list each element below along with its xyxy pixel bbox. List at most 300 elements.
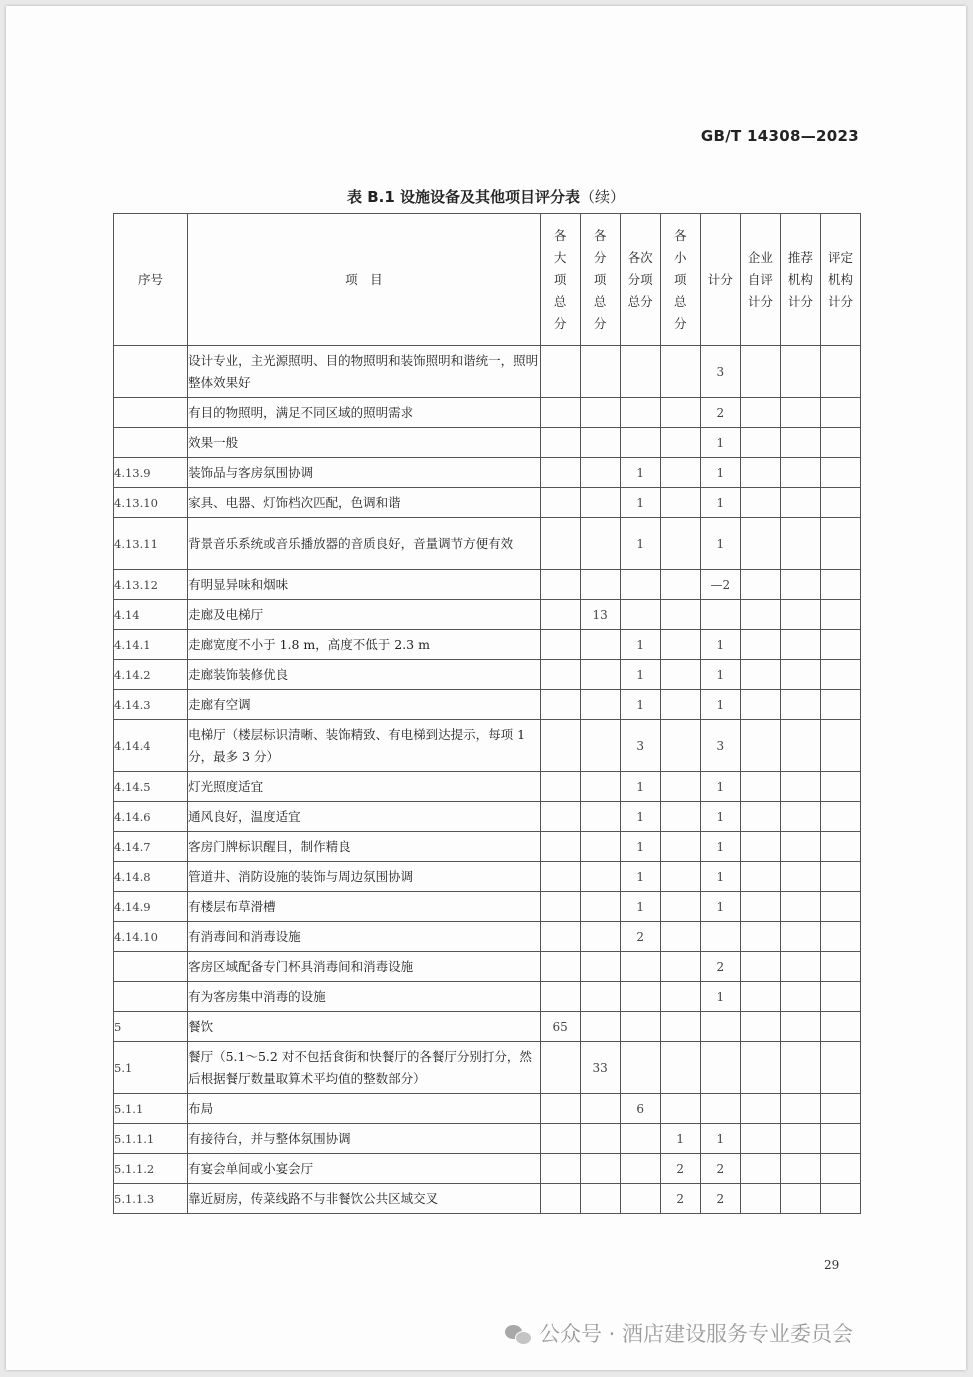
header-line: 各 (553, 227, 567, 243)
row-small-total (660, 952, 700, 982)
row-item: 灯光照度适宜 (188, 772, 540, 802)
row-assess-score (820, 488, 860, 518)
header-line: 机构 (827, 271, 853, 287)
row-self-score (740, 518, 780, 570)
header-line: 分项 (627, 271, 653, 287)
row-major-total (540, 630, 580, 660)
table-row (114, 690, 861, 720)
row-small-total (660, 428, 700, 458)
row-item: 电梯厅（楼层标识清晰、装饰精致、有电梯到达提示，每项 1 分，最多 3 分） (188, 720, 540, 772)
row-assess-score (820, 570, 860, 600)
row-assess-score (820, 832, 860, 862)
row-minor-total: 1 (620, 630, 660, 660)
row-assess-score (820, 1012, 860, 1042)
header-line: 项 (593, 271, 607, 287)
header-score: 计分 (700, 214, 740, 346)
row-sub-total (580, 428, 620, 458)
row-score: 2 (700, 1154, 740, 1184)
row-self-score (740, 982, 780, 1012)
row-small-total: 2 (660, 1154, 700, 1184)
row-small-total (660, 832, 700, 862)
row-seq: 4.14.8 (114, 862, 188, 892)
table-row (114, 862, 861, 892)
row-item: 有消毒间和消毒设施 (188, 922, 540, 952)
row-seq (114, 952, 188, 982)
row-score: 3 (700, 346, 740, 398)
row-small-total (660, 458, 700, 488)
table-row (114, 600, 861, 630)
row-assess-score (820, 660, 860, 690)
row-recommend-score (780, 630, 820, 660)
row-recommend-score (780, 1042, 820, 1094)
row-item: 通风良好，温度适宜 (188, 802, 540, 832)
table-row (114, 458, 861, 488)
row-self-score (740, 690, 780, 720)
row-seq: 4.13.12 (114, 570, 188, 600)
row-major-total (540, 1184, 580, 1214)
row-score: 1 (700, 832, 740, 862)
row-seq: 4.14.1 (114, 630, 188, 660)
row-item: 家具、电器、灯饰档次匹配，色调和谐 (188, 488, 540, 518)
row-self-score (740, 660, 780, 690)
row-self-score (740, 630, 780, 660)
row-small-total (660, 862, 700, 892)
table-row (114, 1012, 861, 1042)
row-assess-score (820, 1094, 860, 1124)
row-seq: 4.14.5 (114, 772, 188, 802)
table-row (114, 488, 861, 518)
header-line: 企业 (747, 249, 773, 265)
table-row (114, 1184, 861, 1214)
row-recommend-score (780, 600, 820, 630)
header-line: 计分 (787, 293, 813, 309)
wechat-icon (505, 1323, 531, 1345)
row-small-total (660, 720, 700, 772)
row-score: 1 (700, 518, 740, 570)
row-recommend-score (780, 720, 820, 772)
row-assess-score (820, 952, 860, 982)
row-sub-total (580, 488, 620, 518)
row-self-score (740, 892, 780, 922)
row-minor-total: 6 (620, 1094, 660, 1124)
table-row (114, 1094, 861, 1124)
row-assess-score (820, 772, 860, 802)
row-sub-total: 13 (580, 600, 620, 630)
header-line: 总 (593, 293, 607, 309)
row-major-total (540, 862, 580, 892)
header-line: 评定 (827, 249, 853, 265)
row-sub-total (580, 1094, 620, 1124)
row-item: 客房门牌标识醒目，制作精良 (188, 832, 540, 862)
row-seq: 5.1 (114, 1042, 188, 1094)
row-major-total (540, 660, 580, 690)
row-recommend-score (780, 428, 820, 458)
row-small-total (660, 600, 700, 630)
row-self-score (740, 428, 780, 458)
row-sub-total (580, 660, 620, 690)
row-score: 1 (700, 1124, 740, 1154)
row-minor-total (620, 1124, 660, 1154)
row-item: 有接待台，并与整体氛围协调 (188, 1124, 540, 1154)
row-minor-total: 1 (620, 488, 660, 518)
row-seq (114, 346, 188, 398)
table-row (114, 952, 861, 982)
row-major-total (540, 1154, 580, 1184)
row-sub-total (580, 570, 620, 600)
row-item: 管道井、消防设施的装饰与周边氛围协调 (188, 862, 540, 892)
row-small-total (660, 488, 700, 518)
table-row (114, 772, 861, 802)
row-score: 1 (700, 428, 740, 458)
table-row (114, 1154, 861, 1184)
header-line: 项 (553, 271, 567, 287)
row-sub-total (580, 1154, 620, 1184)
row-score: 1 (700, 458, 740, 488)
header-line: 各 (593, 227, 607, 243)
row-sub-total (580, 1184, 620, 1214)
row-score: 1 (700, 630, 740, 660)
row-minor-total: 1 (620, 772, 660, 802)
table-row (114, 1042, 861, 1094)
table-row (114, 720, 861, 772)
header-line: 总 (673, 293, 687, 309)
row-self-score (740, 1042, 780, 1094)
table-title-main: 表 B.1 设施设备及其他项目评分表 (346, 188, 580, 206)
row-assess-score (820, 518, 860, 570)
row-minor-total (620, 346, 660, 398)
row-score (700, 922, 740, 952)
row-minor-total (620, 1012, 660, 1042)
row-self-score (740, 1012, 780, 1042)
row-minor-total (620, 428, 660, 458)
row-major-total (540, 720, 580, 772)
row-small-total: 2 (660, 1184, 700, 1214)
row-minor-total: 1 (620, 892, 660, 922)
row-sub-total (580, 982, 620, 1012)
row-self-score (740, 1154, 780, 1184)
row-item: 有楼层布草滑槽 (188, 892, 540, 922)
header-line: 大 (553, 249, 567, 265)
row-minor-total (620, 982, 660, 1012)
row-sub-total (580, 630, 620, 660)
row-minor-total: 1 (620, 862, 660, 892)
header-line: 分 (673, 315, 687, 331)
row-sub-total (580, 772, 620, 802)
row-recommend-score (780, 952, 820, 982)
row-seq: 5.1.1.2 (114, 1154, 188, 1184)
table-row (114, 982, 861, 1012)
row-minor-total: 1 (620, 518, 660, 570)
row-minor-total (620, 398, 660, 428)
row-seq: 4.13.11 (114, 518, 188, 570)
row-assess-score (820, 802, 860, 832)
page-number: 29 (824, 1258, 840, 1272)
table-title-continued: （续） (580, 188, 626, 206)
watermark-text: 公众号 · 酒店建设服务专业委员会 (539, 1322, 854, 1346)
row-sub-total (580, 802, 620, 832)
row-recommend-score (780, 660, 820, 690)
row-seq: 4.13.9 (114, 458, 188, 488)
row-item: 效果一般 (188, 428, 540, 458)
row-score (700, 600, 740, 630)
row-item: 走廊及电梯厅 (188, 600, 540, 630)
table-row (114, 922, 861, 952)
row-major-total: 65 (540, 1012, 580, 1042)
header-line: 分 (593, 315, 607, 331)
row-small-total (660, 630, 700, 660)
table-row (114, 518, 861, 570)
row-sub-total (580, 346, 620, 398)
row-recommend-score (780, 398, 820, 428)
row-item: 靠近厨房，传菜线路不与非餐饮公共区域交叉 (188, 1184, 540, 1214)
row-item: 设计专业，主光源照明、目的物照明和装饰照明和谐统一，照明整体效果好 (188, 346, 540, 398)
row-seq: 4.14.6 (114, 802, 188, 832)
row-seq: 4.14.7 (114, 832, 188, 862)
row-sub-total (580, 398, 620, 428)
row-sub-total (580, 892, 620, 922)
row-minor-total (620, 570, 660, 600)
watermark (505, 1318, 853, 1348)
row-item: 有宴会单间或小宴会厅 (188, 1154, 540, 1184)
header-small-total (660, 214, 700, 346)
row-major-total (540, 802, 580, 832)
row-score (700, 1012, 740, 1042)
header-line: 自评 (747, 271, 773, 287)
row-sub-total (580, 1012, 620, 1042)
row-seq: 5.1.1.3 (114, 1184, 188, 1214)
row-major-total (540, 892, 580, 922)
row-sub-total (580, 922, 620, 952)
row-score: 2 (700, 398, 740, 428)
row-recommend-score (780, 982, 820, 1012)
row-recommend-score (780, 488, 820, 518)
header-line: 项 (673, 271, 687, 287)
row-seq: 5.1.1 (114, 1094, 188, 1124)
header-line: 分 (553, 315, 567, 331)
row-seq: 5.1.1.1 (114, 1124, 188, 1154)
row-minor-total (620, 952, 660, 982)
row-minor-total: 3 (620, 720, 660, 772)
row-seq (114, 982, 188, 1012)
row-assess-score (820, 630, 860, 660)
row-minor-total: 2 (620, 922, 660, 952)
row-major-total (540, 428, 580, 458)
row-score: 1 (700, 660, 740, 690)
row-item: 餐厅（5.1～5.2 对不包括食街和快餐厅的各餐厅分别打分，然后根据餐厅数量取算术平均值的整数部分） (188, 1042, 540, 1094)
row-self-score (740, 922, 780, 952)
row-score: 1 (700, 982, 740, 1012)
row-score: 1 (700, 488, 740, 518)
row-seq: 4.14.2 (114, 660, 188, 690)
row-sub-total (580, 690, 620, 720)
row-seq (114, 398, 188, 428)
row-sub-total (580, 952, 620, 982)
row-seq: 4.14.9 (114, 892, 188, 922)
row-score: 3 (700, 720, 740, 772)
row-minor-total (620, 1184, 660, 1214)
row-small-total (660, 892, 700, 922)
header-line: 推荐 (787, 249, 813, 265)
header-line: 总 (553, 293, 567, 309)
row-self-score (740, 398, 780, 428)
table-row (114, 802, 861, 832)
row-item: 有目的物照明，满足不同区域的照明需求 (188, 398, 540, 428)
row-item: 背景音乐系统或音乐播放器的音质良好，音量调节方便有效 (188, 518, 540, 570)
row-self-score (740, 832, 780, 862)
header-line: 机构 (787, 271, 813, 287)
scoring-table (113, 213, 861, 1214)
row-minor-total: 1 (620, 458, 660, 488)
row-score: —2 (700, 570, 740, 600)
header-item: 项 目 (188, 214, 540, 346)
row-self-score (740, 600, 780, 630)
row-score: 2 (700, 952, 740, 982)
row-sub-total: 33 (580, 1042, 620, 1094)
row-assess-score (820, 982, 860, 1012)
header-recommend-score (780, 214, 820, 346)
row-score (700, 1042, 740, 1094)
row-major-total (540, 458, 580, 488)
row-minor-total: 1 (620, 832, 660, 862)
row-small-total (660, 1042, 700, 1094)
row-assess-score (820, 1124, 860, 1154)
row-recommend-score (780, 1094, 820, 1124)
row-major-total (540, 518, 580, 570)
row-small-total (660, 570, 700, 600)
row-recommend-score (780, 690, 820, 720)
row-self-score (740, 458, 780, 488)
row-major-total (540, 772, 580, 802)
row-score: 1 (700, 690, 740, 720)
row-sub-total (580, 832, 620, 862)
row-self-score (740, 952, 780, 982)
row-seq (114, 428, 188, 458)
row-self-score (740, 802, 780, 832)
row-small-total (660, 660, 700, 690)
row-minor-total: 1 (620, 802, 660, 832)
row-self-score (740, 346, 780, 398)
table-row (114, 428, 861, 458)
row-recommend-score (780, 1124, 820, 1154)
row-minor-total: 1 (620, 660, 660, 690)
row-item: 有为客房集中消毒的设施 (188, 982, 540, 1012)
row-item: 走廊宽度不小于 1.8 m，高度不低于 2.3 m (188, 630, 540, 660)
row-major-total (540, 600, 580, 630)
row-small-total (660, 802, 700, 832)
row-major-total (540, 570, 580, 600)
row-recommend-score (780, 1184, 820, 1214)
row-major-total (540, 1042, 580, 1094)
header-line: 小 (673, 249, 687, 265)
row-assess-score (820, 1042, 860, 1094)
header-line: 总分 (627, 293, 653, 309)
row-self-score (740, 488, 780, 518)
row-sub-total (580, 458, 620, 488)
row-recommend-score (780, 570, 820, 600)
row-major-total (540, 1124, 580, 1154)
header-major-total (540, 214, 580, 346)
row-recommend-score (780, 1154, 820, 1184)
table-row (114, 832, 861, 862)
header-line: 计分 (747, 293, 773, 309)
row-recommend-score (780, 892, 820, 922)
row-assess-score (820, 458, 860, 488)
row-assess-score (820, 720, 860, 772)
row-small-total (660, 1094, 700, 1124)
row-recommend-score (780, 862, 820, 892)
table-row (114, 1124, 861, 1154)
row-assess-score (820, 600, 860, 630)
row-small-total (660, 346, 700, 398)
header-line: 各 (673, 227, 687, 243)
row-score (700, 1094, 740, 1124)
header-line: 计分 (827, 293, 853, 309)
row-major-total (540, 952, 580, 982)
row-self-score (740, 1184, 780, 1214)
row-self-score (740, 772, 780, 802)
row-sub-total (580, 862, 620, 892)
row-minor-total: 1 (620, 690, 660, 720)
row-self-score (740, 1094, 780, 1124)
table-row (114, 660, 861, 690)
row-major-total (540, 690, 580, 720)
table-row (114, 398, 861, 428)
row-item: 布局 (188, 1094, 540, 1124)
row-self-score (740, 1124, 780, 1154)
row-minor-total (620, 1154, 660, 1184)
row-seq: 4.14 (114, 600, 188, 630)
table-header-row (114, 214, 861, 346)
row-self-score (740, 570, 780, 600)
row-seq: 4.13.10 (114, 488, 188, 518)
row-assess-score (820, 1154, 860, 1184)
row-small-total (660, 1012, 700, 1042)
row-sub-total (580, 1124, 620, 1154)
row-assess-score (820, 398, 860, 428)
row-item: 装饰品与客房氛围协调 (188, 458, 540, 488)
table-row (114, 892, 861, 922)
table-row (114, 630, 861, 660)
row-seq: 4.14.10 (114, 922, 188, 952)
header-minor-total (620, 214, 660, 346)
row-small-total (660, 922, 700, 952)
row-assess-score (820, 862, 860, 892)
row-seq: 4.14.3 (114, 690, 188, 720)
row-small-total: 1 (660, 1124, 700, 1154)
table-title (6, 186, 966, 207)
row-item: 走廊装饰装修优良 (188, 660, 540, 690)
table-row (114, 570, 861, 600)
row-small-total (660, 772, 700, 802)
row-major-total (540, 398, 580, 428)
header-line: 分 (593, 249, 607, 265)
row-item: 客房区域配备专门杯具消毒间和消毒设施 (188, 952, 540, 982)
row-seq: 4.14.4 (114, 720, 188, 772)
row-seq: 5 (114, 1012, 188, 1042)
row-recommend-score (780, 1012, 820, 1042)
row-assess-score (820, 892, 860, 922)
row-small-total (660, 518, 700, 570)
row-self-score (740, 720, 780, 772)
header-assess-score (820, 214, 860, 346)
row-recommend-score (780, 922, 820, 952)
row-assess-score (820, 922, 860, 952)
row-self-score (740, 862, 780, 892)
row-item: 走廊有空调 (188, 690, 540, 720)
row-minor-total (620, 600, 660, 630)
row-major-total (540, 922, 580, 952)
row-small-total (660, 690, 700, 720)
